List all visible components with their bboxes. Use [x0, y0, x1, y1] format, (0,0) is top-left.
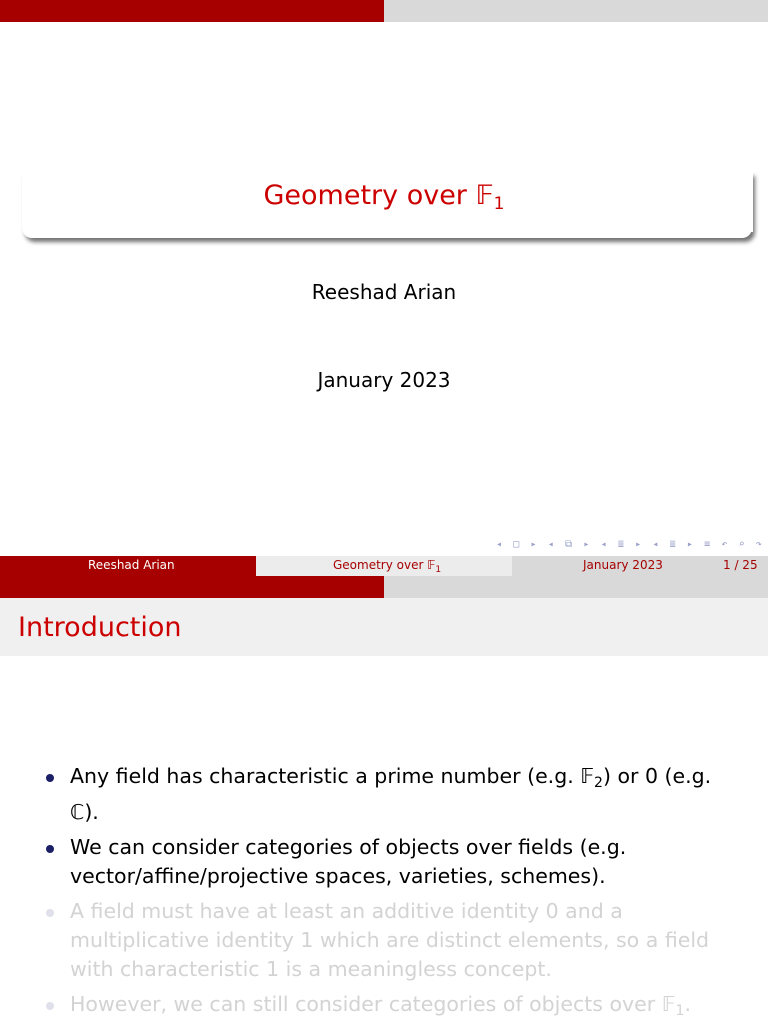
nav-prev-icon[interactable]: ◂ — [600, 538, 607, 550]
nav-prev-icon[interactable]: ◂ — [496, 538, 503, 550]
header-bar-left — [0, 0, 384, 22]
header-bar-left — [0, 576, 384, 598]
bullet-icon — [46, 774, 54, 782]
frame-title: Introduction — [18, 612, 182, 643]
bullet-text-end: . — [684, 992, 691, 1016]
nav-next-icon[interactable]: ▸ — [583, 538, 590, 550]
bullet-item — [44, 833, 744, 891]
footer-date-cell — [512, 556, 768, 576]
footer-title-cell — [256, 556, 512, 576]
bullet-subscript: 2 — [594, 775, 603, 791]
bullet-item-faded — [44, 990, 744, 1026]
nav-prev-icon[interactable]: ◂ — [547, 538, 554, 550]
forward-icon[interactable]: ↷ — [755, 538, 762, 550]
bullet-item — [44, 762, 744, 827]
footer-title-subscript: 1 — [435, 565, 442, 575]
search-icon[interactable]: ⌕ — [738, 538, 745, 550]
slide2-header-bar — [0, 576, 768, 598]
slide-title-subscript: 1 — [493, 194, 505, 214]
nav-next-icon[interactable]: ▸ — [686, 538, 693, 550]
nav-prev-icon[interactable]: ◂ — [652, 538, 659, 550]
slide-title-text: Geometry over 𝔽 — [263, 180, 494, 211]
document-icon[interactable]: ≣ — [669, 538, 676, 550]
footer-page-number: 1 / 25 — [723, 558, 758, 572]
nav-next-icon[interactable]: ▸ — [530, 538, 537, 550]
bullet-item-faded — [44, 897, 744, 984]
slide-title — [0, 180, 768, 214]
bullet-icon — [46, 909, 54, 917]
slide-footer — [0, 556, 768, 576]
footer-author: Reeshad Arian — [88, 558, 175, 572]
footer-title — [333, 558, 441, 575]
bullet-icon — [46, 845, 54, 853]
footer-author-cell — [0, 556, 256, 576]
bullet-icon — [46, 1002, 54, 1010]
bullet-text-end: ) or 0 (e.g. ℂ). — [70, 764, 712, 824]
footer-date: January 2023 — [583, 558, 663, 572]
bullet-text: However, we can still consider categories of objects over 𝔽 — [70, 992, 676, 1016]
frame-icon[interactable]: □ — [513, 538, 520, 550]
align-icon[interactable]: ≡ — [704, 538, 711, 550]
header-bar-right — [384, 0, 768, 22]
back-icon[interactable]: ↶ — [721, 538, 728, 550]
top-header-bar — [0, 0, 768, 22]
nav-next-icon[interactable]: ▸ — [635, 538, 642, 550]
bullet-text: Any field has characteristic a prime number (e.g. 𝔽 — [70, 764, 595, 788]
bullet-list — [44, 762, 744, 1032]
header-bar-right — [384, 576, 768, 598]
section-icon[interactable]: ≣ — [617, 538, 624, 550]
beamer-navigation — [496, 537, 762, 551]
bullet-text: We can consider categories of objects over fields (e.g. vector/affine/projective spaces, varieties, schemes). — [70, 835, 627, 888]
slide-author: Reeshad Arian — [311, 280, 457, 304]
subsection-icon[interactable]: ⧉ — [565, 538, 573, 550]
slide-date: January 2023 — [317, 368, 451, 392]
footer-title-text: Geometry over 𝔽 — [333, 558, 436, 572]
bullet-subscript: 1 — [675, 1003, 685, 1019]
bullet-text: A field must have at least an additive identity 0 and a multiplicative identity 1 which are distinct elements, so a field with characteristic 1 is a meaningless concept. — [70, 899, 710, 981]
